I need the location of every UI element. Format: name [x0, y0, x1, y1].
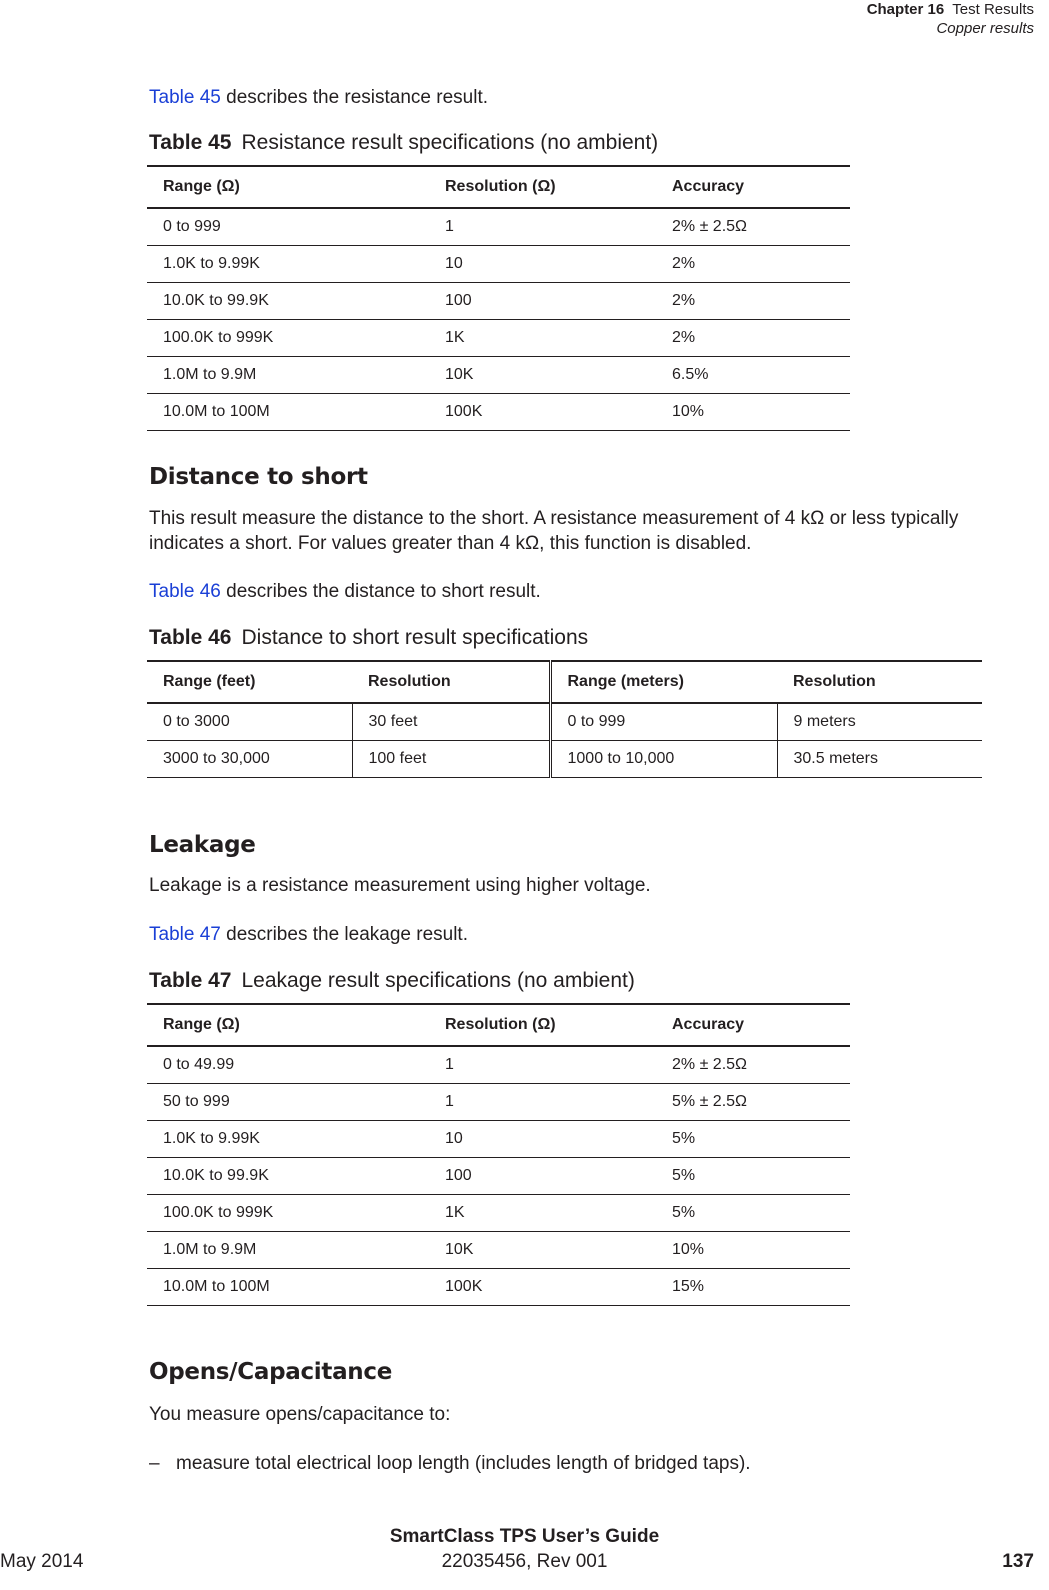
table-cell: 0 to 3000: [147, 703, 352, 741]
table-cell: 10: [429, 246, 656, 283]
table-row: [147, 394, 850, 431]
table-cell: 15%: [656, 1269, 850, 1306]
table46-intro-text: describes the distance to short result.: [220, 581, 541, 602]
table45-intro: [149, 85, 488, 110]
table47-link[interactable]: Table 47: [149, 924, 221, 945]
table-cell: 2% ± 2.5Ω: [656, 1046, 850, 1084]
table-cell: 100: [429, 283, 656, 320]
table-cell: 1K: [429, 1195, 656, 1232]
table-cell: 10.0M to 100M: [147, 394, 429, 431]
table-row: [147, 208, 850, 246]
table-cell: 10%: [656, 1232, 850, 1269]
table46-header: Range (feet): [147, 661, 352, 703]
table-row: [147, 1269, 850, 1306]
table-cell: 1.0K to 9.99K: [147, 246, 429, 283]
table-cell: 10K: [429, 1232, 656, 1269]
table-cell: 1: [429, 208, 656, 246]
table-cell: 2%: [656, 246, 850, 283]
table-cell: 30 feet: [352, 703, 550, 741]
table46-intro: [149, 579, 541, 604]
table-cell: 100K: [429, 1269, 656, 1306]
table-cell: 10%: [656, 394, 850, 431]
table-row: [147, 1084, 850, 1121]
table46-label: Table 46: [149, 626, 232, 649]
table-cell: 10: [429, 1121, 656, 1158]
table-cell: 1: [429, 1046, 656, 1084]
table-cell: 1.0K to 9.99K: [147, 1121, 429, 1158]
section-title: Copper results: [936, 20, 1034, 37]
table-row: [147, 1046, 850, 1084]
table-cell: 1.0M to 9.9M: [147, 357, 429, 394]
table-cell: 100: [429, 1158, 656, 1195]
table-row: [147, 1195, 850, 1232]
chapter-title: Test Results: [952, 1, 1034, 18]
table-cell: 1.0M to 9.9M: [147, 1232, 429, 1269]
table45-label: Table 45: [149, 131, 232, 154]
table-row: [147, 1121, 850, 1158]
table45: [147, 165, 850, 431]
table-row: [147, 320, 850, 357]
table-row: [147, 357, 850, 394]
table-cell: 0 to 999: [550, 703, 777, 741]
table45-header: Resolution (Ω): [429, 166, 656, 208]
table-cell: 10.0K to 99.9K: [147, 1158, 429, 1195]
table-cell: 1000 to 10,000: [550, 741, 777, 778]
distance-body: This result measure the distance to the short. A resistance measurement of 4 kΩ or less typically indicates a short. For values greater than 4 kΩ, this function is disabled.: [149, 508, 959, 554]
table46-header-row: [147, 661, 982, 703]
table-cell: 100 feet: [352, 741, 550, 778]
table45-title: Resistance result specifications (no ambient): [241, 131, 659, 154]
table46-title: Distance to short result specifications: [241, 626, 589, 649]
table47-intro-text: describes the leakage result.: [220, 924, 468, 945]
table-cell: 5%: [656, 1195, 850, 1232]
table-cell: 2%: [656, 283, 850, 320]
table45-intro-text: describes the resistance result.: [220, 87, 489, 108]
table-cell: 0 to 999: [147, 208, 429, 246]
table-cell: 100.0K to 999K: [147, 1195, 429, 1232]
table-cell: 10.0M to 100M: [147, 1269, 429, 1306]
table-cell: 5%: [656, 1158, 850, 1195]
table46-header: Resolution: [777, 661, 982, 703]
table47-header: Accuracy: [656, 1004, 850, 1046]
table-cell: 9 meters: [777, 703, 982, 741]
table-row: [147, 741, 982, 778]
table-row: [147, 1232, 850, 1269]
table-cell: 100K: [429, 394, 656, 431]
table47: [147, 1003, 850, 1306]
table47-caption: [149, 969, 635, 993]
table47-header: Range (Ω): [147, 1004, 429, 1046]
leakage-heading: Leakage: [149, 832, 256, 858]
table-cell: 5%: [656, 1121, 850, 1158]
table-row: [147, 283, 850, 320]
table-cell: 30.5 meters: [777, 741, 982, 778]
table47-label: Table 47: [149, 969, 232, 992]
table-cell: 1: [429, 1084, 656, 1121]
table47-intro: [149, 922, 468, 947]
table47-header-row: [147, 1004, 850, 1046]
footer-page-number: 137: [1002, 1551, 1034, 1572]
table46: [147, 660, 982, 778]
distance-heading: Distance to short: [149, 464, 368, 490]
opens-bullet: [149, 1451, 751, 1476]
table-cell: 100.0K to 999K: [147, 320, 429, 357]
table46-caption: [149, 626, 588, 650]
chapter-label: Chapter 16: [866, 1, 945, 18]
table45-header: Range (Ω): [147, 166, 429, 208]
footer-date: May 2014: [0, 1551, 84, 1572]
opens-body: You measure opens/capacitance to:: [149, 1404, 451, 1425]
footer-doc-number: 22035456, Rev 001: [441, 1551, 608, 1572]
table-cell: 50 to 999: [147, 1084, 429, 1121]
table-row: [147, 703, 982, 741]
table46-header: Range (meters): [550, 661, 777, 703]
table47-header: Resolution (Ω): [429, 1004, 656, 1046]
running-header: [867, 0, 1034, 38]
table-cell: 6.5%: [656, 357, 850, 394]
table45-caption: [149, 131, 658, 155]
table47-title: Leakage result specifications (no ambient): [241, 969, 635, 992]
table-row: [147, 246, 850, 283]
opens-heading: Opens/Capacitance: [149, 1359, 393, 1385]
table45-header-row: [147, 166, 850, 208]
table45-link[interactable]: Table 45: [149, 87, 221, 108]
table-row: [147, 1158, 850, 1195]
table46-header: Resolution: [352, 661, 550, 703]
table-cell: 5% ± 2.5Ω: [656, 1084, 850, 1121]
table-cell: 0 to 49.99: [147, 1046, 429, 1084]
table-cell: 2%: [656, 320, 850, 357]
table-cell: 10.0K to 99.9K: [147, 283, 429, 320]
table45-header: Accuracy: [656, 166, 850, 208]
bullet-text: measure total electrical loop length (includes length of bridged taps).: [176, 1453, 751, 1474]
footer-guide-title: SmartClass TPS User’s Guide: [389, 1526, 660, 1547]
table-cell: 3000 to 30,000: [147, 741, 352, 778]
table-cell: 10K: [429, 357, 656, 394]
bullet-dash: –: [149, 1453, 160, 1474]
leakage-body: Leakage is a resistance measurement using higher voltage.: [149, 875, 651, 896]
table-cell: 2% ± 2.5Ω: [656, 208, 850, 246]
table-cell: 1K: [429, 320, 656, 357]
table46-link[interactable]: Table 46: [149, 581, 221, 602]
